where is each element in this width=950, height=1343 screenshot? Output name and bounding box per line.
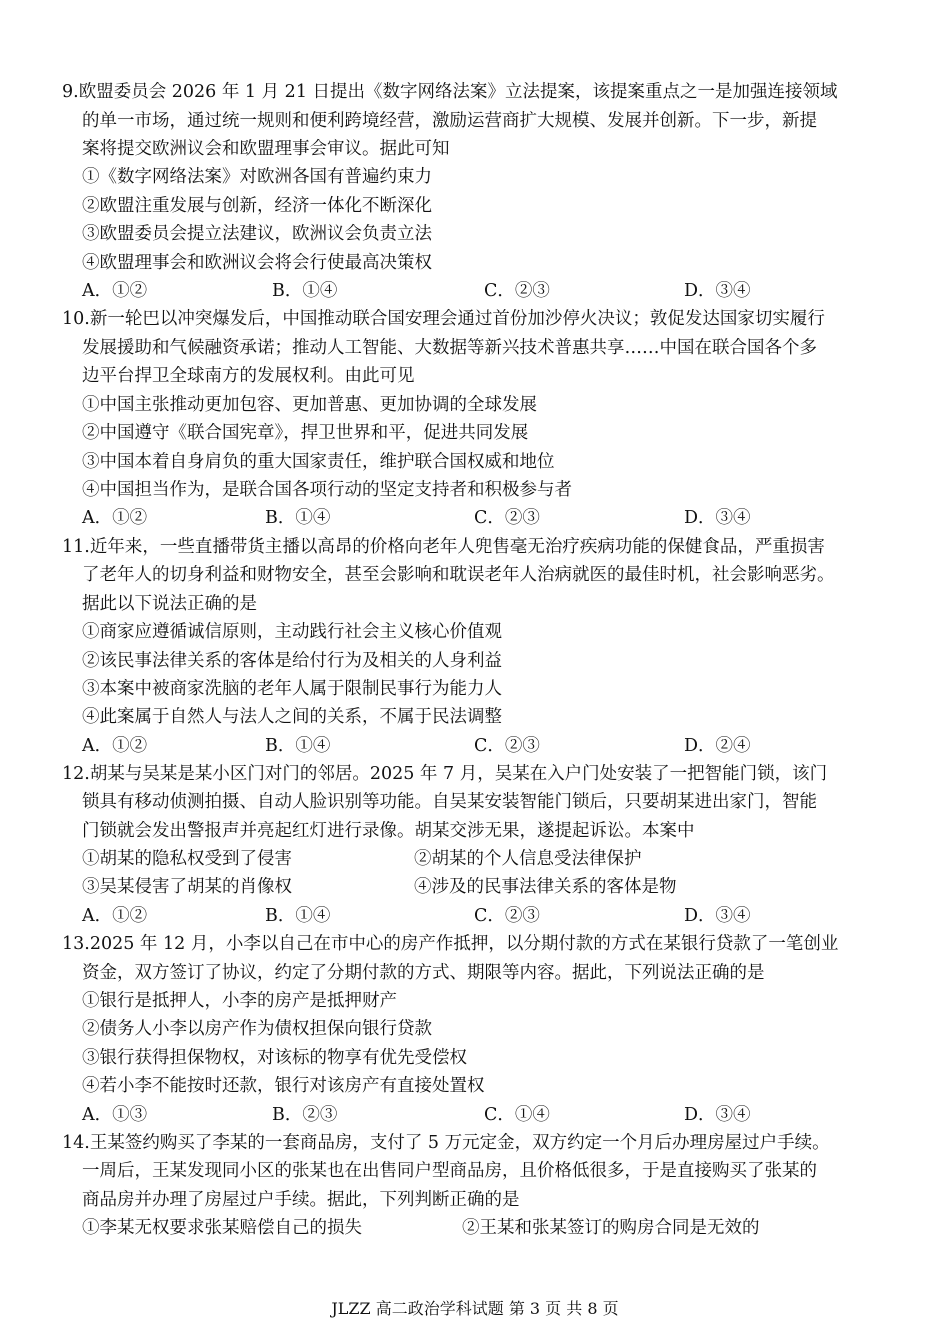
statement-item: ①商家应遵循诚信原则，主动践行社会主义核心价值观 [82, 622, 502, 642]
option-b: B．①④ [272, 281, 338, 301]
question-stem-line: 资金，双方签订了协议，约定了分期付款的方式、期限等内容。据此，下列说法正确的是 [82, 963, 765, 983]
option-a: A．①② [82, 906, 148, 926]
question-stem-line: 了老年人的切身利益和财物安全，甚至会影响和耽误老年人治病就医的最佳时机，社会影响恶劣。 [82, 565, 835, 585]
statement-item: ④涉及的民事法律关系的客体是物 [414, 877, 677, 897]
question-stem-line: 一周后，王某发现同小区的张某也在出售同户型商品房，且价格低很多，于是直接购买了张某的 [82, 1161, 817, 1181]
statement-item: ①胡某的隐私权受到了侵害 [82, 849, 292, 869]
question-stem-line: 9.欧盟委员会 2026 年 1 月 21 日提出《数字网络法案》立法提案，该提案重点之一是加强连接领域 [62, 82, 838, 102]
statement-item: ④若小李不能按时还款，银行对该房产有直接处置权 [82, 1076, 485, 1096]
option-d: D．②④ [684, 736, 751, 756]
question-stem-line: 发展援助和气候融资承诺；推动人工智能、大数据等新兴技术普惠共享……中国在联合国各个多 [82, 338, 817, 358]
option-c: C．①④ [484, 1105, 550, 1125]
statement-item: ③银行获得担保物权，对该标的物享有优先受偿权 [82, 1048, 467, 1068]
statement-item: ①中国主张推动更加包容、更加普惠、更加协调的全球发展 [82, 395, 537, 415]
statement-item: ①《数字网络法案》对欧洲各国有普遍约束力 [82, 167, 432, 187]
question-stem-line: 门锁就会发出警报声并亮起红灯进行录像。胡某交涉无果，遂提起诉讼。本案中 [82, 821, 695, 841]
question-stem-line: 锁具有移动侦测拍摄、自动人脸识别等功能。自吴某安装智能门锁后，只要胡某进出家门，智能 [82, 792, 817, 812]
question-stem-line: 据此以下说法正确的是 [82, 594, 257, 614]
option-a: A．①② [82, 508, 148, 528]
statement-item: ②中国遵守《联合国宪章》，捍卫世界和平，促进共同发展 [82, 423, 529, 443]
question-stem-line: 边平台捍卫全球南方的发展权利。由此可见 [82, 366, 415, 386]
question-stem-line: 12.胡某与吴某是某小区门对门的邻居。2025 年 7 月，吴某在入户门处安装了一把智能门锁，该门 [62, 764, 828, 784]
statement-item: ②胡某的个人信息受法律保护 [414, 849, 642, 869]
option-d: D．③④ [684, 906, 751, 926]
option-c: C．②③ [484, 281, 550, 301]
statement-item: ④欧盟理事会和欧洲议会将会行使最高决策权 [82, 253, 432, 273]
question-stem-line: 11.近年来，一些直播带货主播以高昂的价格向老年人兜售毫无治疗疾病功能的保健食品，严重损害 [62, 537, 825, 557]
option-a: A．①② [82, 281, 148, 301]
statement-item: ①李某无权要求张某赔偿自己的损失 [82, 1218, 362, 1238]
statement-item: ③本案中被商家洗脑的老年人属于限制民事行为能力人 [82, 679, 502, 699]
option-d: D．③④ [684, 1105, 751, 1125]
option-b: B．②③ [272, 1105, 338, 1125]
option-b: B．①④ [265, 906, 331, 926]
statement-item: ②债务人小李以房产作为债权担保向银行贷款 [82, 1019, 432, 1039]
statement-item: ③欧盟委员会提立法建议，欧洲议会负责立法 [82, 224, 432, 244]
option-b: B．①④ [265, 508, 331, 528]
question-stem-line: 商品房并办理了房屋过户手续。据此，下列判断正确的是 [82, 1190, 520, 1210]
statement-item: ②王某和张某签订的购房合同是无效的 [462, 1218, 760, 1238]
option-c: C．②③ [474, 906, 540, 926]
option-d: D．③④ [684, 508, 751, 528]
page-footer: JLZZ 高二政治学科试题 第 3 页 共 8 页 [331, 1299, 619, 1318]
option-a: A．①② [82, 736, 148, 756]
question-stem-line: 14.王某签约购买了李某的一套商品房，支付了 5 万元定金，双方约定一个月后办理房屋过户手续。 [62, 1133, 830, 1153]
statement-item: ③中国本着自身肩负的重大国家责任，维护联合国权威和地位 [82, 452, 555, 472]
statement-item: ②欧盟注重发展与创新，经济一体化不断深化 [82, 196, 432, 216]
question-stem-line: 10.新一轮巴以冲突爆发后，中国推动联合国安理会通过首份加沙停火决议；敦促发达国家切实履行 [62, 309, 825, 329]
option-c: C．②③ [474, 736, 540, 756]
statement-item: ④此案属于自然人与法人之间的关系，不属于民法调整 [82, 707, 502, 727]
option-c: C．②③ [474, 508, 540, 528]
statement-item: ④中国担当作为，是联合国各项行动的坚定支持者和积极参与者 [82, 480, 572, 500]
statement-item: ②该民事法律关系的客体是给付行为及相关的人身利益 [82, 651, 502, 671]
option-d: D．③④ [684, 281, 751, 301]
option-a: A．①③ [82, 1105, 148, 1125]
option-b: B．①④ [265, 736, 331, 756]
question-stem-line: 13.2025 年 12 月，小李以自己在市中心的房产作抵押，以分期付款的方式在某银行贷款了一笔创业 [62, 934, 839, 954]
statement-item: ③吴某侵害了胡某的肖像权 [82, 877, 292, 897]
question-stem-line: 的单一市场，通过统一规则和便利跨境经营，激励运营商扩大规模、发展并创新。下一步，新提 [82, 111, 817, 131]
question-stem-line: 案将提交欧洲议会和欧盟理事会审议。据此可知 [82, 139, 450, 159]
statement-item: ①银行是抵押人，小李的房产是抵押财产 [82, 991, 397, 1011]
